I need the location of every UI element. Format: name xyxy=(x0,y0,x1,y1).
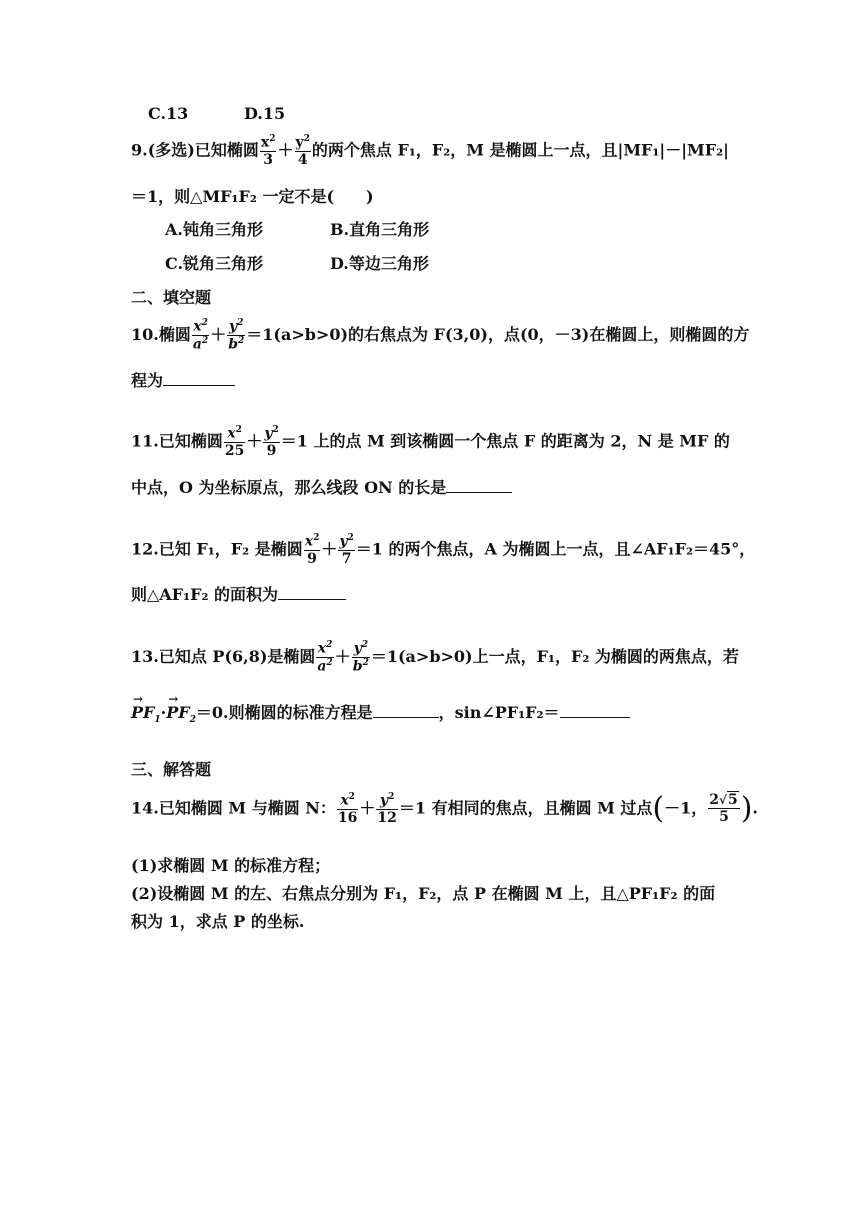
question-10-line-1: 10.椭圆 $\frac{x^2}{a^2}$ ＋ $\frac{y^2}{b^2}$ ＝1(a>b>0)的右焦点为 F(3,0)，点(0，－3)在椭圆上，则椭圆的方 xyxy=(131,318,750,353)
question-14-line-1: 14.已知椭圆 M 与椭圆 N： $\frac{x^2}{16}$ ＋ $\frac{y^2}{12}$ ＝1 有相同的焦点，且椭圆 M 过点(－1， $\frac{2√5}{5}$ ). xyxy=(131,790,758,826)
answer-blank-1[interactable] xyxy=(373,716,439,718)
question-14-sub-2-line-1: (2)设椭圆 M 的左、右焦点分别为 F₁，F₂，点 P 在椭圆 M 上，且△PF₁F₂ 的面 xyxy=(131,884,716,903)
fraction: $\frac{x^2}{25}$ xyxy=(224,425,245,459)
question-10-line-2: 程为 xyxy=(131,373,235,389)
q9-option-d: D.等边三角形 xyxy=(330,254,429,273)
question-13-line-2: → $PF_1\cdot\to PF_2=0$.则椭圆的标准方程是 ，sin∠PF₁F₂＝ xyxy=(131,705,630,725)
answer-blank[interactable] xyxy=(278,598,346,600)
fraction: $\frac{y^2}{12}$ xyxy=(377,792,397,826)
question-11-line-2: 中点，O 为坐标原点，那么线段 ON 的长是 xyxy=(131,480,512,496)
q9-mid: 的两个焦点 F₁，F₂，M 是椭圆上一点，且|MF₁|－|MF₂| xyxy=(311,140,729,160)
question-12-line-2: 则△AF₁F₂ 的面积为 xyxy=(131,587,346,603)
fraction: $\frac{x^2}{3}$ xyxy=(260,134,276,168)
left-paren: ( xyxy=(652,790,665,826)
answer-blank-2[interactable] xyxy=(560,716,630,718)
vector-pf1: → $PF_1$ xyxy=(131,705,161,725)
answer-blank[interactable] xyxy=(446,491,512,493)
question-9-line-2: ＝1，则△MF₁F₂ 一定不是( ) xyxy=(131,187,374,206)
question-14-sub-1: (1)求椭圆 M 的标准方程； xyxy=(131,856,331,875)
fraction: $\frac{y^2}{4}$ xyxy=(295,134,310,168)
section-title-fill-in: 二、填空题 xyxy=(131,288,212,307)
question-14-sub-2-line-2: 积为 1，求点 P 的坐标. xyxy=(131,912,305,931)
question-11-line-1: 11.已知椭圆 $\frac{x^2}{25}$ ＋ $\frac{y^2}{9}$ ＝1 上的点 M 到该椭圆一个焦点 F 的距离为 2，N 是 MF 的 xyxy=(131,425,730,459)
answer-blank[interactable] xyxy=(163,384,235,386)
q9-option-a: A.钝角三角形 xyxy=(165,220,263,239)
fraction: $\frac{y^2}{9}$ xyxy=(264,425,279,459)
fraction: $\frac{x^2}{9}$ xyxy=(304,533,320,567)
q9-option-c: C.锐角三角形 xyxy=(165,254,264,273)
fraction: $\frac{x^2}{a^2}$ xyxy=(317,640,333,675)
q9-prefix: 9.(多选)已知椭圆 xyxy=(131,140,259,160)
fraction: $\frac{x^2}{16}$ xyxy=(337,792,358,826)
fraction: $\frac{y^2}{b^2}$ xyxy=(228,318,245,353)
vector-pf2: → $PF_2$ xyxy=(166,705,196,725)
q8-option-c: C.13 xyxy=(148,104,189,123)
fraction: $\frac{x^2}{a^2}$ xyxy=(192,318,209,353)
fraction: $\frac{y^2}{7}$ xyxy=(339,533,354,567)
right-paren: ) xyxy=(740,790,753,826)
fraction: $\frac{y^2}{b^2}$ xyxy=(352,640,369,675)
question-13-line-1: 13.已知点 P(6,8)是椭圆 $\frac{x^2}{a^2}$ ＋ $\frac{y^2}{b^2}$ ＝1(a>b>0)上一点，F₁，F₂ 为椭圆的两焦点，若 xyxy=(131,640,739,675)
q8-option-d: D.15 xyxy=(244,104,286,123)
q9-option-b: B.直角三角形 xyxy=(330,220,430,239)
section-title-solve: 三、解答题 xyxy=(131,760,212,779)
question-9-line-1: 9.(多选)已知椭圆 $\frac{x^2}{3}$ ＋ $\frac{y^2}{4}$ 的两个焦点 F₁，F₂，M 是椭圆上一点，且|MF₁|－|MF₂| xyxy=(131,134,729,168)
fraction: $\frac{2√5}{5}$ xyxy=(709,792,738,826)
question-12-line-1: 12.已知 F₁，F₂ 是椭圆 $\frac{x^2}{9}$ ＋ $\frac{y^2}{7}$ ＝1 的两个焦点，A 为椭圆上一点，且∠AF₁F₂＝45°， xyxy=(131,533,756,567)
